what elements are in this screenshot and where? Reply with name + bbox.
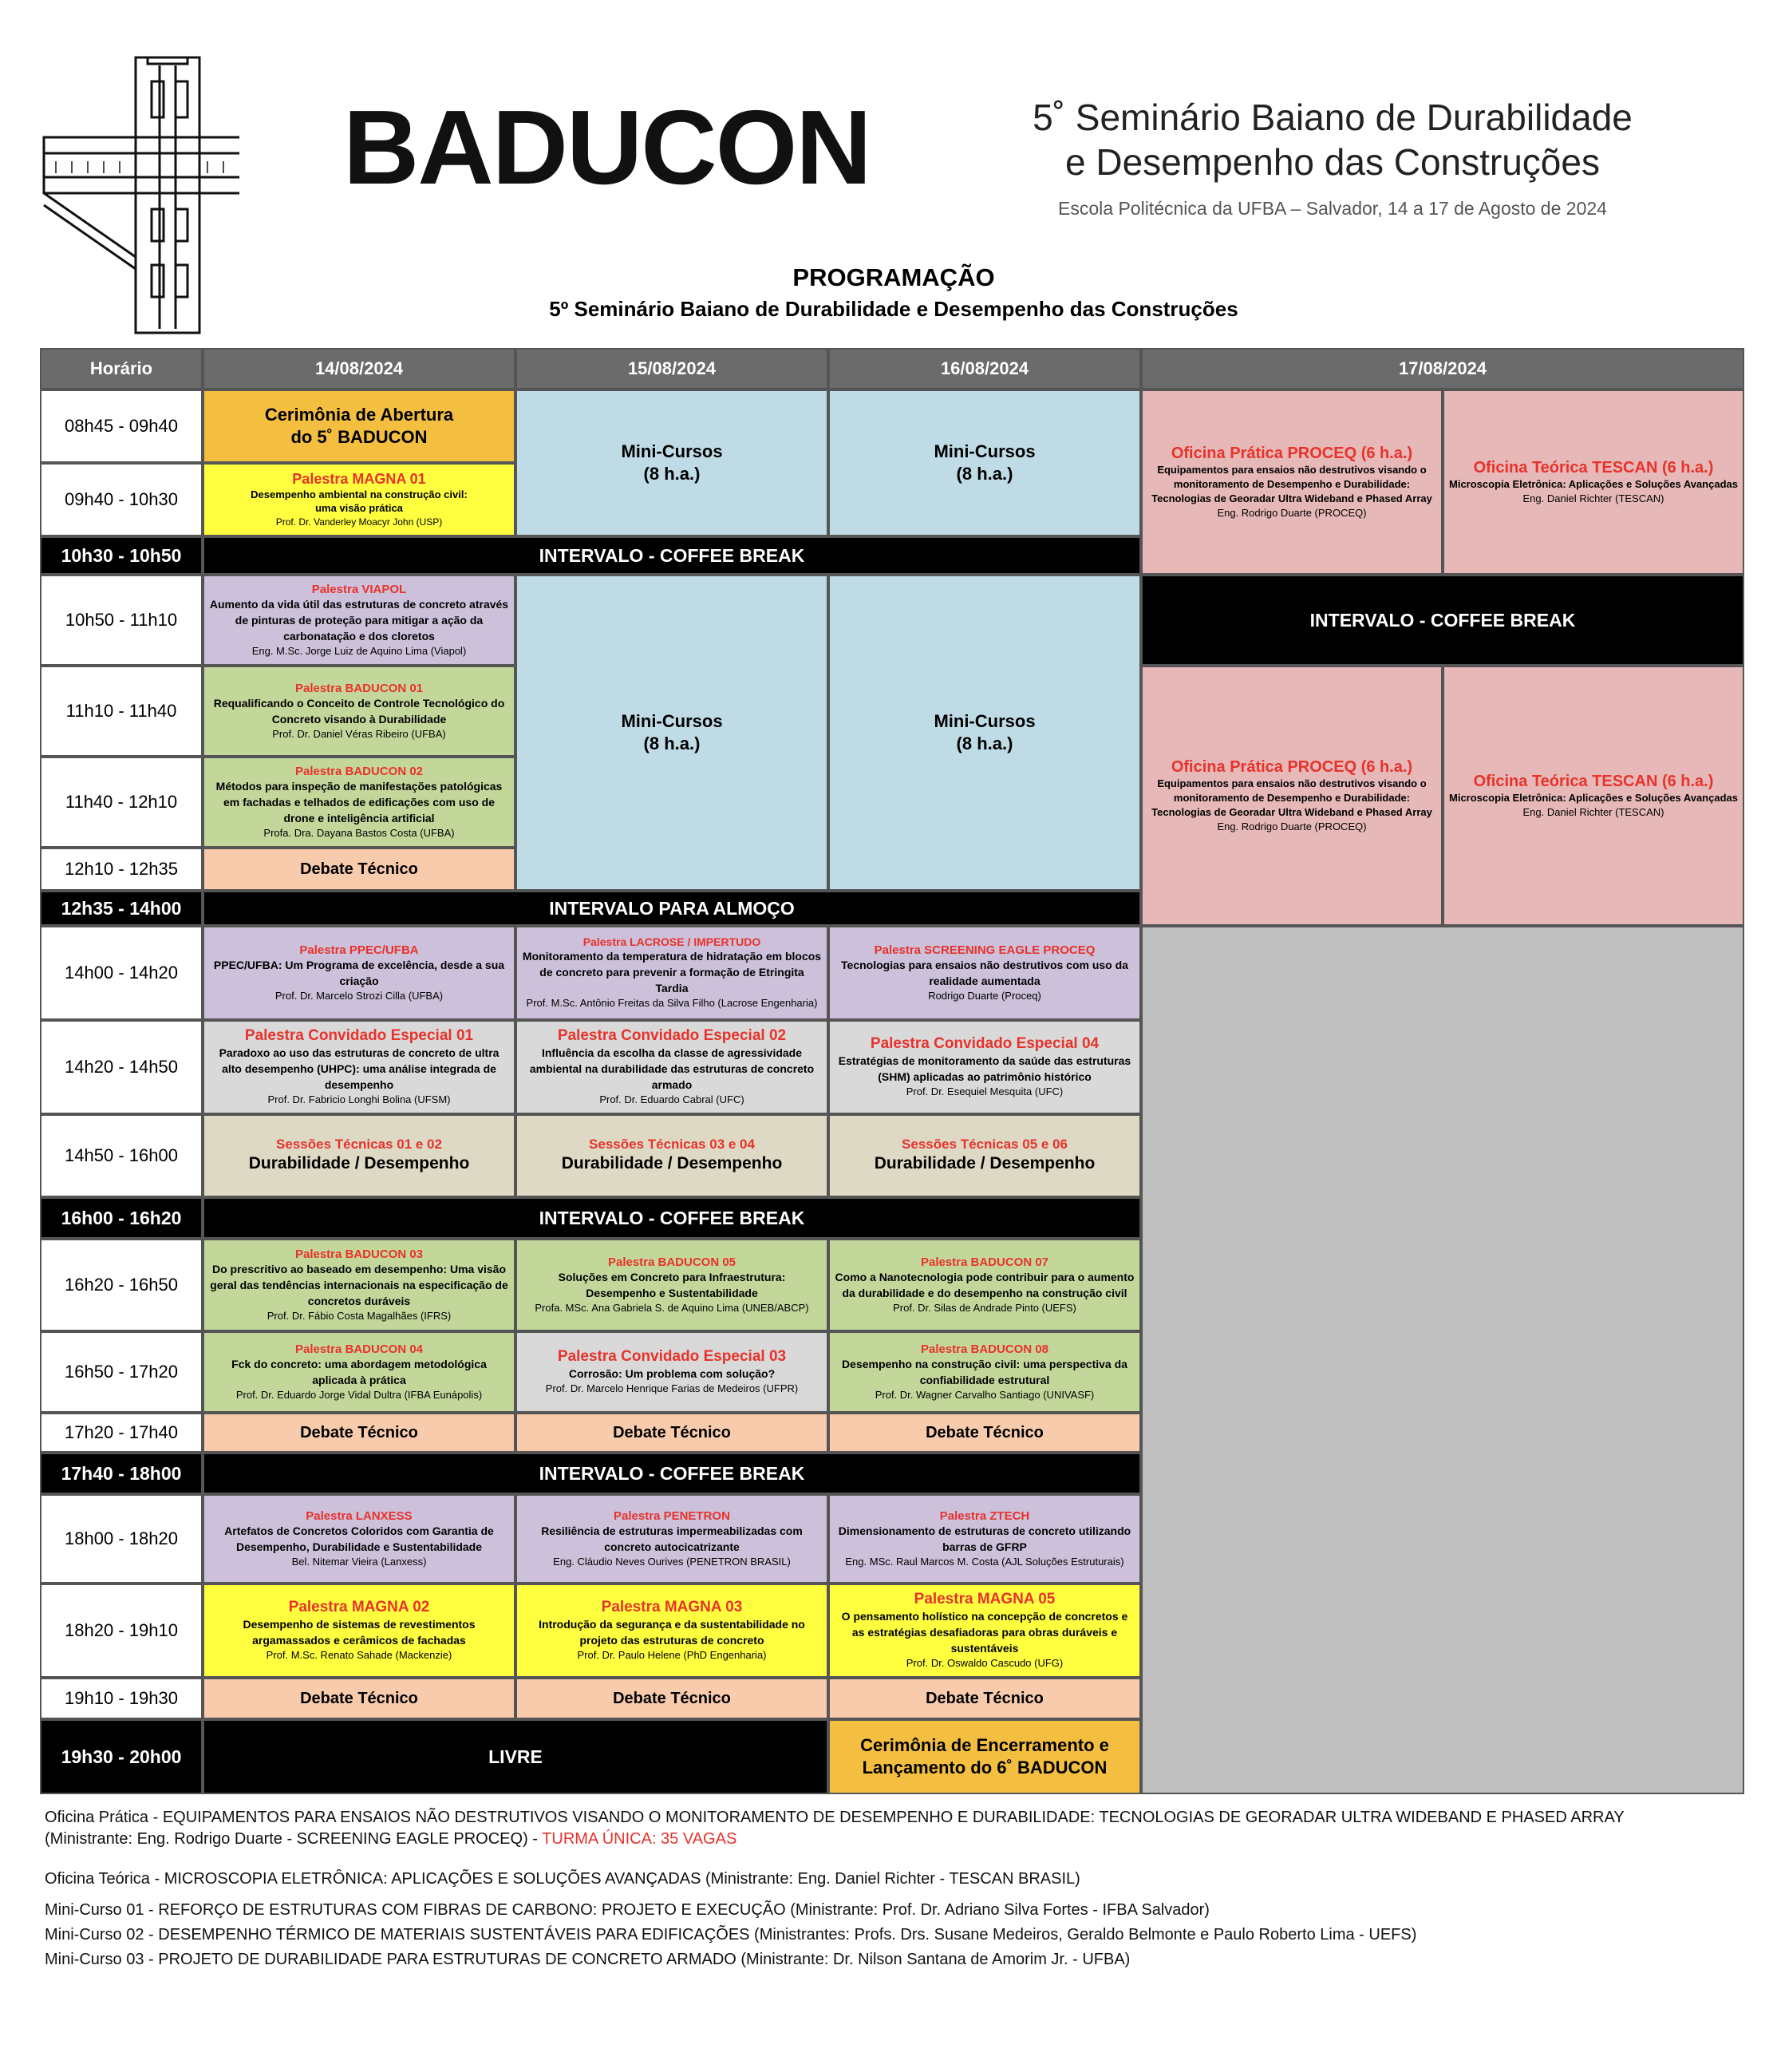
mini-cursos-block: Mini-Cursos (8 h.a.) bbox=[828, 575, 1141, 891]
talk-baducon-08: Palestra BADUCON 08 Desempenho na construção civil: uma perspectiva da confiabilidade estrutural Prof. Dr. Wagner Carvalho Santiago (UNIVASF) bbox=[828, 1331, 1141, 1413]
time-slot: 11h10 - 11h40 bbox=[40, 666, 203, 757]
time-slot: 14h50 - 16h00 bbox=[40, 1114, 203, 1197]
talk-magna-03: Palestra MAGNA 03 Introdução da segurança e da sustentabilidade no projeto das estruturas de concreto Prof. Dr. Paulo Helene (PhD Engenharia) bbox=[515, 1584, 828, 1678]
workshop-tescan: Oficina Teórica TESCAN (6 h.a.) Microscopia Eletrônica: Aplicações e Soluções Avançadas Eng. Daniel Richter (TESCAN) bbox=[1443, 389, 1744, 575]
time-slot: 08h45 - 09h40 bbox=[40, 389, 203, 463]
debate-tecnico: Debate Técnico bbox=[203, 848, 515, 891]
talk-baducon-04: Palestra BADUCON 04 Fck do concreto: uma abordagem metodológica aplicada à prática Prof. Dr. Eduardo Jorge Vidal Dultra (IFBA Eunápolis) bbox=[203, 1331, 515, 1413]
note-oficina-teorica: Oficina Teórica - MICROSCOPIA ELETRÔNICA: APLICAÇÕES E SOLUÇÕES AVANÇADAS (Ministrante: Eng. Daniel Richter - TESCAN BRASIL) bbox=[45, 1870, 1080, 1888]
opening-ceremony: Cerimônia de Abertura do 5˚ BADUCON bbox=[203, 389, 515, 463]
note-turma: TURMA ÚNICA: 35 VAGAS bbox=[542, 1830, 737, 1848]
time-slot: 10h30 - 10h50 bbox=[40, 536, 203, 575]
time-slot: 14h00 - 14h20 bbox=[40, 926, 203, 1020]
talk-screening-eagle: Palestra SCREENING EAGLE PROCEQ Tecnologias para ensaios não destrutivos com uso da realidade aumentada Rodrigo Duarte (Proceq) bbox=[828, 926, 1141, 1020]
coffee-break-banner: INTERVALO - COFFEE BREAK bbox=[203, 1453, 1141, 1494]
free-time-banner: LIVRE bbox=[203, 1719, 828, 1794]
technical-sessions-01-02: Sessões Técnicas 01 e 02 Durabilidade / Desempenho bbox=[203, 1114, 515, 1197]
coffee-break-banner: INTERVALO - COFFEE BREAK bbox=[203, 1197, 1141, 1239]
talk-ztech: Palestra ZTECH Dimensionamento de estruturas de concreto utilizando barras de GFRP Eng. MSc. Raul Marcos M. Costa (AJL Soluções Estruturais) bbox=[828, 1494, 1141, 1584]
mini-cursos-block: Mini-Cursos (8 h.a.) bbox=[515, 575, 828, 891]
time-slot: 14h20 - 14h50 bbox=[40, 1020, 203, 1114]
time-slot: 12h35 - 14h00 bbox=[40, 891, 203, 926]
workshop-proceq: Oficina Prática PROCEQ (6 h.a.) Equipamentos para ensaios não destrutivos visando o monitoramento de Desempenho e Durabilidade: Tecnologias de Georadar Ultra Wideband e Phased Array Eng. Rodrigo Duarte (PROCEQ) bbox=[1141, 389, 1443, 575]
coffee-break-banner: INTERVALO - COFFEE BREAK bbox=[1141, 575, 1744, 666]
event-location: Escola Politécnica da UFBA – Salvador, 14 a 17 de Agosto de 2024 bbox=[1058, 198, 1607, 219]
time-slot: 19h10 - 19h30 bbox=[40, 1678, 203, 1719]
footer-notes bbox=[45, 1807, 1752, 1971]
lunch-break-banner: INTERVALO PARA ALMOÇO bbox=[203, 891, 1141, 926]
note-minicurso-02: Mini-Curso 02 - DESEMPENHO TÉRMICO DE MATERIAIS SUSTENTÁVEIS PARA EDIFICAÇÕES (Ministrantes: Profs. Drs. Susane Medeiros, Geraldo Belmonte e Paulo Roberto Lima - UEFS) bbox=[45, 1926, 1417, 1943]
time-slot: 16h20 - 16h50 bbox=[40, 1239, 203, 1331]
page-title: PROGRAMAÇÃO bbox=[792, 263, 995, 291]
debate-tecnico: Debate Técnico bbox=[828, 1413, 1141, 1453]
time-slot: 18h00 - 18h20 bbox=[40, 1494, 203, 1584]
debate-tecnico: Debate Técnico bbox=[828, 1678, 1141, 1719]
time-slot: 12h10 - 12h35 bbox=[40, 848, 203, 891]
note-oficina-pratica: Oficina Prática - EQUIPAMENTOS PARA ENSAIOS NÃO DESTRUTIVOS VISANDO O MONITORAMENTO DE DESEMPENHO E DURABILIDADE: TECNOLOGIAS DE GEORADAR ULTRA WIDEBAND E PHASED ARRAY bbox=[45, 1809, 1625, 1826]
coffee-break-banner: INTERVALO - COFFEE BREAK bbox=[203, 536, 1141, 575]
brand-logo-text: BADUCON bbox=[343, 89, 871, 206]
building-logo bbox=[40, 49, 239, 337]
debate-tecnico: Debate Técnico bbox=[203, 1678, 515, 1719]
talk-convidado-02: Palestra Convidado Especial 02 Influência da escolha da classe de agressividade ambiental na durabilidade das estruturas de concreto armado Prof. Dr. Eduardo Cabral (UFC) bbox=[515, 1020, 828, 1114]
workshop-tescan: Oficina Teórica TESCAN (6 h.a.) Microscopia Eletrônica: Aplicações e Soluções Avançadas Eng. Daniel Richter (TESCAN) bbox=[1443, 666, 1744, 926]
time-slot: 17h40 - 18h00 bbox=[40, 1453, 203, 1494]
debate-tecnico: Debate Técnico bbox=[515, 1678, 828, 1719]
talk-convidado-04: Palestra Convidado Especial 04 Estratégias de monitoramento da saúde das estruturas (SHM) aplicadas ao patrimônio histórico Prof. Dr. Esequiel Mesquita (UFC) bbox=[828, 1020, 1141, 1114]
col-header-day4: 17/08/2024 bbox=[1141, 348, 1744, 389]
mini-cursos-block: Mini-Cursos (8 h.a.) bbox=[828, 389, 1141, 536]
talk-convidado-03: Palestra Convidado Especial 03 Corrosão: Um problema com solução? Prof. Dr. Marcelo Henrique Farias de Medeiros (UFPR) bbox=[515, 1331, 828, 1413]
page-subtitle: 5º Seminário Baiano de Durabilidade e Desempenho das Construções bbox=[549, 297, 1238, 321]
col-header-day1: 14/08/2024 bbox=[203, 348, 515, 389]
time-slot: 09h40 - 10h30 bbox=[40, 463, 203, 536]
talk-penetron: Palestra PENETRON Resiliência de estruturas impermeabilizadas com concreto autocicatrizante Eng. Cláudio Neves Ourives (PENETRON BRASIL) bbox=[515, 1494, 828, 1584]
time-slot: 17h20 - 17h40 bbox=[40, 1413, 203, 1453]
closing-ceremony: Cerimônia de Encerramento e Lançamento do 6˚ BADUCON bbox=[828, 1719, 1141, 1794]
col-header-day2: 15/08/2024 bbox=[515, 348, 828, 389]
note-oficina-pratica-ministrante: (Ministrante: Eng. Rodrigo Duarte - SCREENING EAGLE PROCEQ) - TURMA ÚNICA: 35 VAGAS bbox=[45, 1830, 737, 1848]
talk-baducon-07: Palestra BADUCON 07 Como a Nanotecnologia pode contribuir para o aumento da durabilidade e do desempenho na construção civil Prof. Dr. Silas de Andrade Pinto (UEFS) bbox=[828, 1239, 1141, 1331]
col-header-day3: 16/08/2024 bbox=[828, 348, 1141, 389]
technical-sessions-05-06: Sessões Técnicas 05 e 06 Durabilidade / Desempenho bbox=[828, 1114, 1141, 1197]
event-title-line2: e Desempenho das Construções bbox=[1065, 141, 1600, 183]
talk-viapol: Palestra VIAPOL Aumento da vida útil das estruturas de concreto através de pinturas de proteção para mitigar a ação da carbonatação e dos cloretos Eng. M.Sc. Jorge Luiz de Aquino Lima (Viapol) bbox=[203, 575, 515, 666]
note-minicurso-01: Mini-Curso 01 - REFORÇO DE ESTRUTURAS COM FIBRAS DE CARBONO: PROJETO E EXECUÇÃO (Ministrante: Prof. Dr. Adriano Silva Fortes - IFBA Salvador) bbox=[45, 1901, 1210, 1919]
debate-tecnico: Debate Técnico bbox=[515, 1413, 828, 1453]
col-header-horario: Horário bbox=[40, 348, 203, 389]
talk-lanxess: Palestra LANXESS Artefatos de Concretos Coloridos com Garantia de Desempenho, Durabilidade e Sustentabilidade Bel. Nitemar Vieira (Lanxess) bbox=[203, 1494, 515, 1584]
talk-baducon-03: Palestra BADUCON 03 Do prescritivo ao baseado em desempenho: Uma visão geral das tendências internacionais na especificação de concretos duráveis Prof. Dr. Fábio Costa Magalhães (IFRS) bbox=[203, 1239, 515, 1331]
time-slot: 19h30 - 20h00 bbox=[40, 1719, 203, 1794]
talk-baducon-01: Palestra BADUCON 01 Requalificando o Conceito de Controle Tecnológico do Concreto visando à Durabilidade Prof. Dr. Daniel Véras Ribeiro (UFBA) bbox=[203, 666, 515, 757]
mini-cursos-block: Mini-Cursos (8 h.a.) bbox=[515, 389, 828, 536]
note-minicurso-03: Mini-Curso 03 - PROJETO DE DURABILIDADE PARA ESTRUTURAS DE CONCRETO ARMADO (Ministrante: Dr. Nilson Santana de Amorim Jr. - UFBA) bbox=[45, 1951, 1131, 1968]
talk-lacrose: Palestra LACROSE / IMPERTUDO Monitoramento da temperatura de hidratação em blocos de concreto para prevenir a formação de Etringita Tardia Prof. M.Sc. Antônio Freitas da Silva Filho (Lacrose Engenharia) bbox=[515, 926, 828, 1020]
empty-block bbox=[1141, 926, 1744, 1794]
time-slot: 16h50 - 17h20 bbox=[40, 1331, 203, 1413]
talk-ppec-ufba: Palestra PPEC/UFBA PPEC/UFBA: Um Programa de excelência, desde a sua criação Prof. Dr. Marcelo Strozi Cilla (UFBA) bbox=[203, 926, 515, 1020]
talk-baducon-05: Palestra BADUCON 05 Soluções em Concreto para Infraestrutura: Desempenho e Sustentabilidade Profa. MSc. Ana Gabriela S. de Aquino Lima (UNEB/ABCP) bbox=[515, 1239, 828, 1331]
time-slot: 16h00 - 16h20 bbox=[40, 1197, 203, 1239]
workshop-proceq: Oficina Prática PROCEQ (6 h.a.) Equipamentos para ensaios não destrutivos visando o monitoramento de Desempenho e Durabilidade: Tecnologias de Georadar Ultra Wideband e Phased Array Eng. Rodrigo Duarte (PROCEQ) bbox=[1141, 666, 1443, 926]
talk-magna-02: Palestra MAGNA 02 Desempenho de sistemas de revestimentos argamassados e cerâmicos de fachadas Prof. M.Sc. Renato Sahade (Mackenzie) bbox=[203, 1584, 515, 1678]
talk-baducon-02: Palestra BADUCON 02 Métodos para inspeção de manifestações patológicas em fachadas e telhados de edificações com uso de drone e inteligência artificial Profa. Dra. Dayana Bastos Costa (UFBA) bbox=[203, 757, 515, 848]
time-slot: 11h40 - 12h10 bbox=[40, 757, 203, 848]
technical-sessions-03-04: Sessões Técnicas 03 e 04 Durabilidade / Desempenho bbox=[515, 1114, 828, 1197]
time-slot: 18h20 - 19h10 bbox=[40, 1584, 203, 1678]
time-slot: 10h50 - 11h10 bbox=[40, 575, 203, 666]
talk-magna-05: Palestra MAGNA 05 O pensamento holístico na concepção de concretos e as estratégias desafiadoras para obras duráveis e sustentáveis Prof. Dr. Oswaldo Cascudo (UFG) bbox=[828, 1584, 1141, 1678]
debate-tecnico: Debate Técnico bbox=[203, 1413, 515, 1453]
talk-magna-01: Palestra MAGNA 01 Desempenho ambiental na construção civil: uma visão prática Prof. Dr. Vanderley Moacyr John (USP) bbox=[203, 463, 515, 536]
event-title-line1: 5˚ Seminário Baiano de Durabilidade bbox=[1033, 97, 1633, 138]
talk-convidado-01: Palestra Convidado Especial 01 Paradoxo ao uso das estruturas de concreto de ultra alto desempenho (UHPC): uma análise integrada de desempenho Prof. Dr. Fabricio Longhi Bolina (UFSM) bbox=[203, 1020, 515, 1114]
